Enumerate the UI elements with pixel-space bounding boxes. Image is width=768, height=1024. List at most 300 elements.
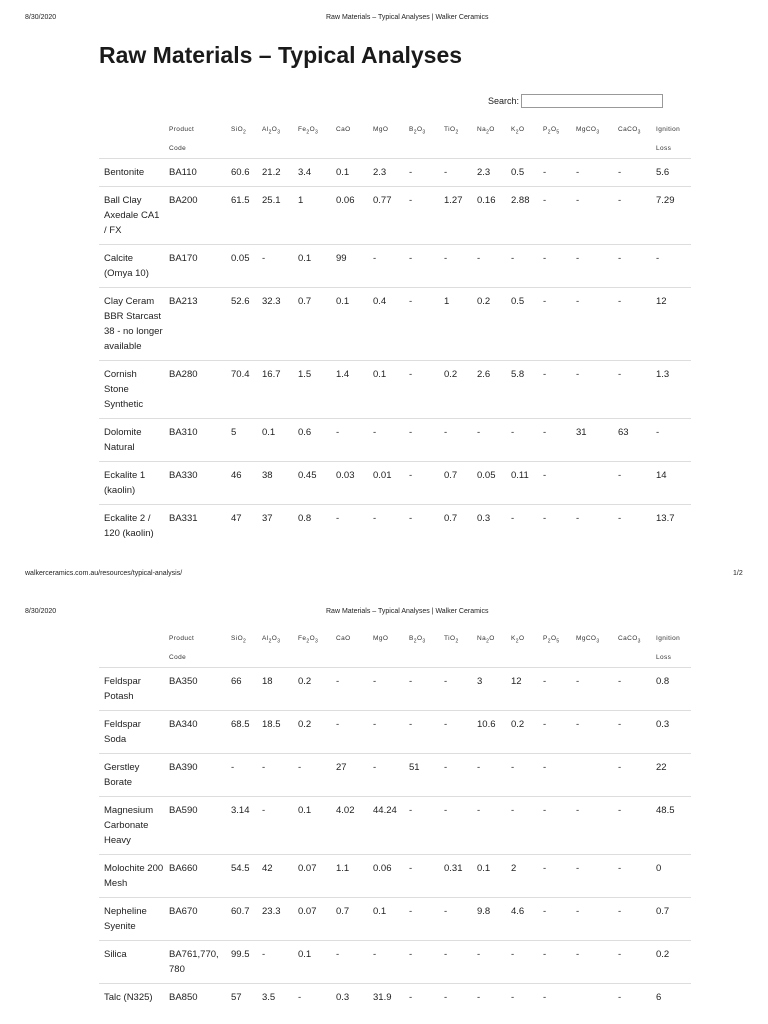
analysis-value: 14 — [651, 462, 691, 505]
analysis-value: 0.07 — [293, 855, 331, 898]
column-header-sub: 2 — [486, 129, 490, 136]
analysis-value: - — [613, 505, 651, 548]
analysis-value: 63 — [613, 419, 651, 462]
table-header-row — [99, 118, 691, 159]
analysis-value: 60.6 — [226, 159, 257, 187]
product-code: BA310 — [164, 419, 226, 462]
material-name: Magnesium Carbonate Heavy — [99, 797, 164, 855]
analysis-value: - — [331, 505, 368, 548]
analysis-value: 27 — [331, 754, 368, 797]
analysis-value: 0.6 — [293, 419, 331, 462]
column-header-extra: Loss — [656, 654, 672, 661]
analysis-value: - — [439, 797, 472, 855]
analysis-value: 7.29 — [651, 187, 691, 245]
column-header[interactable] — [404, 118, 439, 159]
analysis-value: - — [613, 187, 651, 245]
material-name: Silica — [99, 941, 164, 984]
table-row — [99, 159, 691, 187]
analysis-value: 3 — [472, 668, 506, 711]
analysis-value: 18.5 — [257, 711, 293, 754]
analysis-value: - — [506, 245, 538, 288]
analysis-value: - — [613, 159, 651, 187]
analysis-value: - — [571, 245, 613, 288]
analysis-value: - — [331, 941, 368, 984]
column-header-base: K — [511, 635, 516, 642]
analysis-value: 3.4 — [293, 159, 331, 187]
print-footer-page: 1/2 — [733, 570, 743, 577]
analysis-value: 0.7 — [293, 288, 331, 361]
analysis-value: 0.2 — [651, 941, 691, 984]
analysis-value: - — [538, 419, 571, 462]
column-header-sub: 3 — [637, 638, 641, 645]
analysis-value: 3.5 — [257, 984, 293, 1012]
analysis-value: - — [404, 187, 439, 245]
analysis-value: - — [439, 245, 472, 288]
analysis-value: - — [257, 797, 293, 855]
analysis-value: - — [439, 984, 472, 1012]
analysis-value: - — [472, 941, 506, 984]
analysis-value: 52.6 — [226, 288, 257, 361]
analysis-value: 1 — [293, 187, 331, 245]
column-header[interactable] — [651, 627, 691, 668]
analysis-value — [571, 984, 613, 1012]
analysis-value: - — [538, 711, 571, 754]
analysis-value: 5.8 — [506, 361, 538, 419]
product-code: BA390 — [164, 754, 226, 797]
analysis-value: - — [404, 984, 439, 1012]
column-header[interactable] — [257, 627, 293, 668]
analysis-value: 42 — [257, 855, 293, 898]
analysis-value: - — [404, 245, 439, 288]
column-header-sub: 3 — [596, 129, 600, 136]
analysis-value: - — [293, 984, 331, 1012]
column-header-base2: O — [518, 635, 525, 642]
column-header[interactable] — [293, 118, 331, 159]
analysis-value: 44.24 — [368, 797, 404, 855]
analysis-value: - — [368, 754, 404, 797]
column-header-base: CaCO — [618, 635, 638, 642]
analysis-value: - — [613, 941, 651, 984]
analysis-value: 12 — [651, 288, 691, 361]
column-header[interactable] — [506, 627, 538, 668]
analysis-value: - — [651, 419, 691, 462]
analysis-value: 4.02 — [331, 797, 368, 855]
material-name: Eckalite 2 / 120 (kaolin) — [99, 505, 164, 548]
column-header-base: Product — [169, 635, 195, 642]
analysis-value: - — [404, 668, 439, 711]
table-row — [99, 797, 691, 855]
material-name: Nepheline Syenite — [99, 898, 164, 941]
analysis-value: 18 — [257, 668, 293, 711]
analysis-value: - — [538, 361, 571, 419]
analysis-value: - — [538, 984, 571, 1012]
analysis-value: 6 — [651, 984, 691, 1012]
analysis-value: - — [571, 361, 613, 419]
column-header-sub2: 5 — [556, 638, 560, 645]
analysis-value: 38 — [257, 462, 293, 505]
analysis-value: - — [226, 754, 257, 797]
analysis-value: - — [538, 462, 571, 505]
analysis-value: - — [538, 941, 571, 984]
column-header-sub: 2 — [486, 638, 490, 645]
material-name: Molochite 200 Mesh — [99, 855, 164, 898]
column-header[interactable] — [257, 118, 293, 159]
material-name: Calcite (Omya 10) — [99, 245, 164, 288]
column-header[interactable] — [472, 627, 506, 668]
analysis-value: - — [571, 711, 613, 754]
analysis-value: - — [439, 898, 472, 941]
table-header-row — [99, 627, 691, 668]
product-code: BA213 — [164, 288, 226, 361]
analysis-value: - — [613, 668, 651, 711]
analysis-value: - — [331, 711, 368, 754]
column-header-sub: 2 — [515, 638, 519, 645]
product-code: BA110 — [164, 159, 226, 187]
product-code: BA670 — [164, 898, 226, 941]
analysis-value: - — [331, 419, 368, 462]
analysis-value: - — [506, 419, 538, 462]
table-row — [99, 754, 691, 797]
analysis-value: - — [472, 984, 506, 1012]
analysis-value: 57 — [226, 984, 257, 1012]
column-header[interactable] — [226, 118, 257, 159]
column-header-base: P — [543, 635, 548, 642]
analysis-value: 0.1 — [293, 245, 331, 288]
analysis-value: 0.07 — [293, 898, 331, 941]
column-header[interactable] — [472, 118, 506, 159]
analysis-value: - — [439, 419, 472, 462]
material-name: Feldspar Soda — [99, 711, 164, 754]
column-header[interactable] — [571, 118, 613, 159]
table-row — [99, 711, 691, 754]
column-header-sub2: 3 — [277, 129, 281, 136]
column-header-sub: 2 — [306, 129, 310, 136]
column-header[interactable] — [613, 627, 651, 668]
print-date-2: 8/30/2020 — [25, 608, 57, 615]
analysis-value: 0.5 — [506, 288, 538, 361]
column-header-sub2: 3 — [277, 638, 281, 645]
column-header-base: Al — [262, 126, 269, 133]
column-header-sub: 2 — [268, 638, 272, 645]
analysis-value: - — [613, 462, 651, 505]
analysis-value: - — [571, 288, 613, 361]
column-header-extra: Loss — [656, 145, 672, 152]
analysis-value: 31 — [571, 419, 613, 462]
table-row — [99, 462, 691, 505]
product-code: BA590 — [164, 797, 226, 855]
analysis-value: 0.1 — [293, 941, 331, 984]
product-code: BA331 — [164, 505, 226, 548]
analysis-value: - — [538, 668, 571, 711]
analysis-value: 1 — [439, 288, 472, 361]
column-header-extra: Code — [169, 654, 187, 661]
analysis-value: - — [571, 941, 613, 984]
analysis-value: 0.2 — [293, 668, 331, 711]
column-header-base2: O — [550, 126, 557, 133]
column-header[interactable] — [293, 627, 331, 668]
analysis-value: - — [613, 984, 651, 1012]
analysis-value: 0.16 — [472, 187, 506, 245]
column-header-sub: 2 — [455, 129, 459, 136]
table-row — [99, 361, 691, 419]
analysis-value: - — [368, 711, 404, 754]
analysis-value: - — [506, 941, 538, 984]
column-header[interactable] — [331, 118, 368, 159]
analysis-value: 10.6 — [472, 711, 506, 754]
column-header[interactable] — [571, 627, 613, 668]
column-header[interactable] — [651, 118, 691, 159]
column-header-base: Fe — [298, 635, 307, 642]
analysis-value: - — [613, 711, 651, 754]
analysis-value: - — [472, 245, 506, 288]
material-name: Eckalite 1 (kaolin) — [99, 462, 164, 505]
analysis-value: - — [538, 187, 571, 245]
column-header-sub2: 3 — [422, 638, 426, 645]
column-header-base: CaO — [336, 635, 351, 642]
analysis-value: 0.06 — [331, 187, 368, 245]
analysis-value: 0.2 — [506, 711, 538, 754]
table-row — [99, 419, 691, 462]
column-header-base2: O — [416, 126, 423, 133]
product-code: BA170 — [164, 245, 226, 288]
table-row — [99, 855, 691, 898]
analysis-value: 60.7 — [226, 898, 257, 941]
table-row — [99, 505, 691, 548]
analysis-value: - — [257, 245, 293, 288]
column-header-material — [99, 627, 164, 668]
analysis-value: 12 — [506, 668, 538, 711]
analysis-value: 23.3 — [257, 898, 293, 941]
analysis-value: 54.5 — [226, 855, 257, 898]
analysis-value: 5 — [226, 419, 257, 462]
analysis-value: - — [331, 668, 368, 711]
analysis-value: - — [404, 159, 439, 187]
analysis-value: 0.7 — [651, 898, 691, 941]
analysis-value: - — [538, 898, 571, 941]
analysis-value: - — [538, 288, 571, 361]
material-name: Talc (N325) — [99, 984, 164, 1012]
analysis-value: 66 — [226, 668, 257, 711]
analysis-value: 47 — [226, 505, 257, 548]
analysis-value: 0.8 — [293, 505, 331, 548]
analysis-value: - — [472, 797, 506, 855]
analysis-value: 0.3 — [472, 505, 506, 548]
analysis-value: 61.5 — [226, 187, 257, 245]
column-header-sub: 3 — [637, 129, 641, 136]
analysis-value: 0.3 — [331, 984, 368, 1012]
analysis-value: - — [368, 245, 404, 288]
column-header-base: Al — [262, 635, 269, 642]
column-header-base: Na — [477, 635, 487, 642]
table-row — [99, 984, 691, 1012]
column-header-base: MgCO — [576, 635, 597, 642]
column-header-base: K — [511, 126, 516, 133]
analysis-value: 0.1 — [293, 797, 331, 855]
column-header[interactable] — [164, 118, 226, 159]
material-name: Dolomite Natural — [99, 419, 164, 462]
column-header-sub: 2 — [306, 638, 310, 645]
analysis-value: 3.14 — [226, 797, 257, 855]
product-code: BA340 — [164, 711, 226, 754]
analysis-value: - — [571, 898, 613, 941]
analysis-value: 1.3 — [651, 361, 691, 419]
material-name: Cornish Stone Synthetic — [99, 361, 164, 419]
analysis-value: - — [439, 941, 472, 984]
column-header[interactable] — [331, 627, 368, 668]
analysis-value: - — [439, 754, 472, 797]
analysis-value: 5.6 — [651, 159, 691, 187]
analysis-value: - — [404, 462, 439, 505]
analysis-value: 70.4 — [226, 361, 257, 419]
analysis-value: 0 — [651, 855, 691, 898]
column-header-base: Fe — [298, 126, 307, 133]
analysis-value: 0.7 — [331, 898, 368, 941]
analysis-value: - — [439, 159, 472, 187]
analysis-value: - — [472, 754, 506, 797]
analysis-value: 0.11 — [506, 462, 538, 505]
column-header[interactable] — [538, 118, 571, 159]
analysis-value: 0.2 — [293, 711, 331, 754]
column-header[interactable] — [613, 118, 651, 159]
column-header[interactable] — [368, 627, 404, 668]
analysis-value: - — [613, 898, 651, 941]
analysis-value: 0.1 — [472, 855, 506, 898]
column-header-base: MgCO — [576, 126, 597, 133]
analysis-value: - — [404, 855, 439, 898]
analysis-value: - — [571, 505, 613, 548]
analysis-value: 0.06 — [368, 855, 404, 898]
column-header-base: P — [543, 126, 548, 133]
analysis-value: - — [368, 668, 404, 711]
analysis-value: - — [538, 159, 571, 187]
analysis-value: 0.05 — [226, 245, 257, 288]
analysis-value: - — [404, 941, 439, 984]
analysis-value: 0.2 — [472, 288, 506, 361]
analysis-value: 1.1 — [331, 855, 368, 898]
search-label: Search: — [488, 96, 520, 106]
analysis-value: 0.5 — [506, 159, 538, 187]
analysis-value: 1.5 — [293, 361, 331, 419]
column-header[interactable] — [226, 627, 257, 668]
analysis-value: 2.88 — [506, 187, 538, 245]
column-header[interactable] — [506, 118, 538, 159]
column-header[interactable] — [404, 627, 439, 668]
column-header-sub: 2 — [268, 129, 272, 136]
product-code: BA330 — [164, 462, 226, 505]
table-row — [99, 187, 691, 245]
analysis-value: - — [538, 855, 571, 898]
analysis-value: 21.2 — [257, 159, 293, 187]
analysis-value: 0.3 — [651, 711, 691, 754]
analysis-table-continued — [99, 627, 691, 1011]
analysis-value: 99.5 — [226, 941, 257, 984]
product-code: BA850 — [164, 984, 226, 1012]
analysis-value: 2.3 — [368, 159, 404, 187]
analysis-value: - — [613, 797, 651, 855]
column-header[interactable] — [538, 627, 571, 668]
column-header[interactable] — [368, 118, 404, 159]
column-header-base: Ignition — [656, 126, 681, 133]
column-header[interactable] — [439, 118, 472, 159]
analysis-value: - — [613, 361, 651, 419]
print-header-title: Raw Materials – Typical Analyses | Walker Ceramics — [326, 14, 489, 21]
material-name: Feldspar Potash — [99, 668, 164, 711]
search-box — [488, 94, 663, 108]
column-header-sub2: 3 — [422, 129, 426, 136]
column-header-base2: O — [309, 635, 316, 642]
column-header-extra: Code — [169, 145, 187, 152]
analysis-value: 31.9 — [368, 984, 404, 1012]
column-header-base2: O — [416, 635, 423, 642]
column-header-base2: O — [309, 126, 316, 133]
analysis-value: 25.1 — [257, 187, 293, 245]
analysis-value: 0.1 — [368, 361, 404, 419]
analysis-value: - — [439, 711, 472, 754]
column-header-base: TiO — [444, 126, 456, 133]
column-header-sub: 2 — [243, 638, 247, 645]
analysis-value: - — [571, 797, 613, 855]
column-header[interactable] — [164, 627, 226, 668]
analysis-value: - — [538, 797, 571, 855]
analysis-value: - — [404, 898, 439, 941]
analysis-value: 13.7 — [651, 505, 691, 548]
analysis-value: - — [404, 288, 439, 361]
analysis-value: - — [368, 505, 404, 548]
column-header-sub: 2 — [413, 638, 417, 645]
analysis-value: - — [506, 984, 538, 1012]
analysis-value: 0.8 — [651, 668, 691, 711]
analysis-value: - — [571, 187, 613, 245]
analysis-value: - — [538, 505, 571, 548]
analysis-value: 0.1 — [368, 898, 404, 941]
analysis-value: 0.7 — [439, 462, 472, 505]
analysis-value: 0.2 — [439, 361, 472, 419]
analysis-value: 9.8 — [472, 898, 506, 941]
table-row — [99, 288, 691, 361]
analysis-value: - — [506, 505, 538, 548]
column-header-base2: O — [518, 126, 525, 133]
table-row — [99, 668, 691, 711]
material-name: Ball Clay Axedale CA1 / FX — [99, 187, 164, 245]
analysis-value: 68.5 — [226, 711, 257, 754]
analysis-value: 4.6 — [506, 898, 538, 941]
analysis-value: - — [613, 288, 651, 361]
analysis-value: - — [613, 855, 651, 898]
column-header-base2: O — [489, 635, 495, 642]
column-header-base: TiO — [444, 635, 456, 642]
analysis-value: 1.4 — [331, 361, 368, 419]
analysis-table — [99, 118, 691, 547]
search-input[interactable] — [521, 94, 663, 108]
analysis-value: - — [257, 941, 293, 984]
analysis-value: 2 — [506, 855, 538, 898]
analysis-value: 46 — [226, 462, 257, 505]
analysis-value: - — [571, 159, 613, 187]
column-header[interactable] — [439, 627, 472, 668]
analysis-value: 37 — [257, 505, 293, 548]
analysis-value: 22 — [651, 754, 691, 797]
page-title: Raw Materials – Typical Analyses — [99, 42, 463, 68]
analysis-value: 0.7 — [439, 505, 472, 548]
product-code: BA761,770, 780 — [164, 941, 226, 984]
analysis-value: - — [404, 361, 439, 419]
column-header-base2: O — [489, 126, 495, 133]
analysis-value: - — [571, 668, 613, 711]
column-header-base: Product — [169, 126, 195, 133]
column-header-base2: O — [271, 635, 278, 642]
analysis-value: 0.05 — [472, 462, 506, 505]
table-row — [99, 898, 691, 941]
